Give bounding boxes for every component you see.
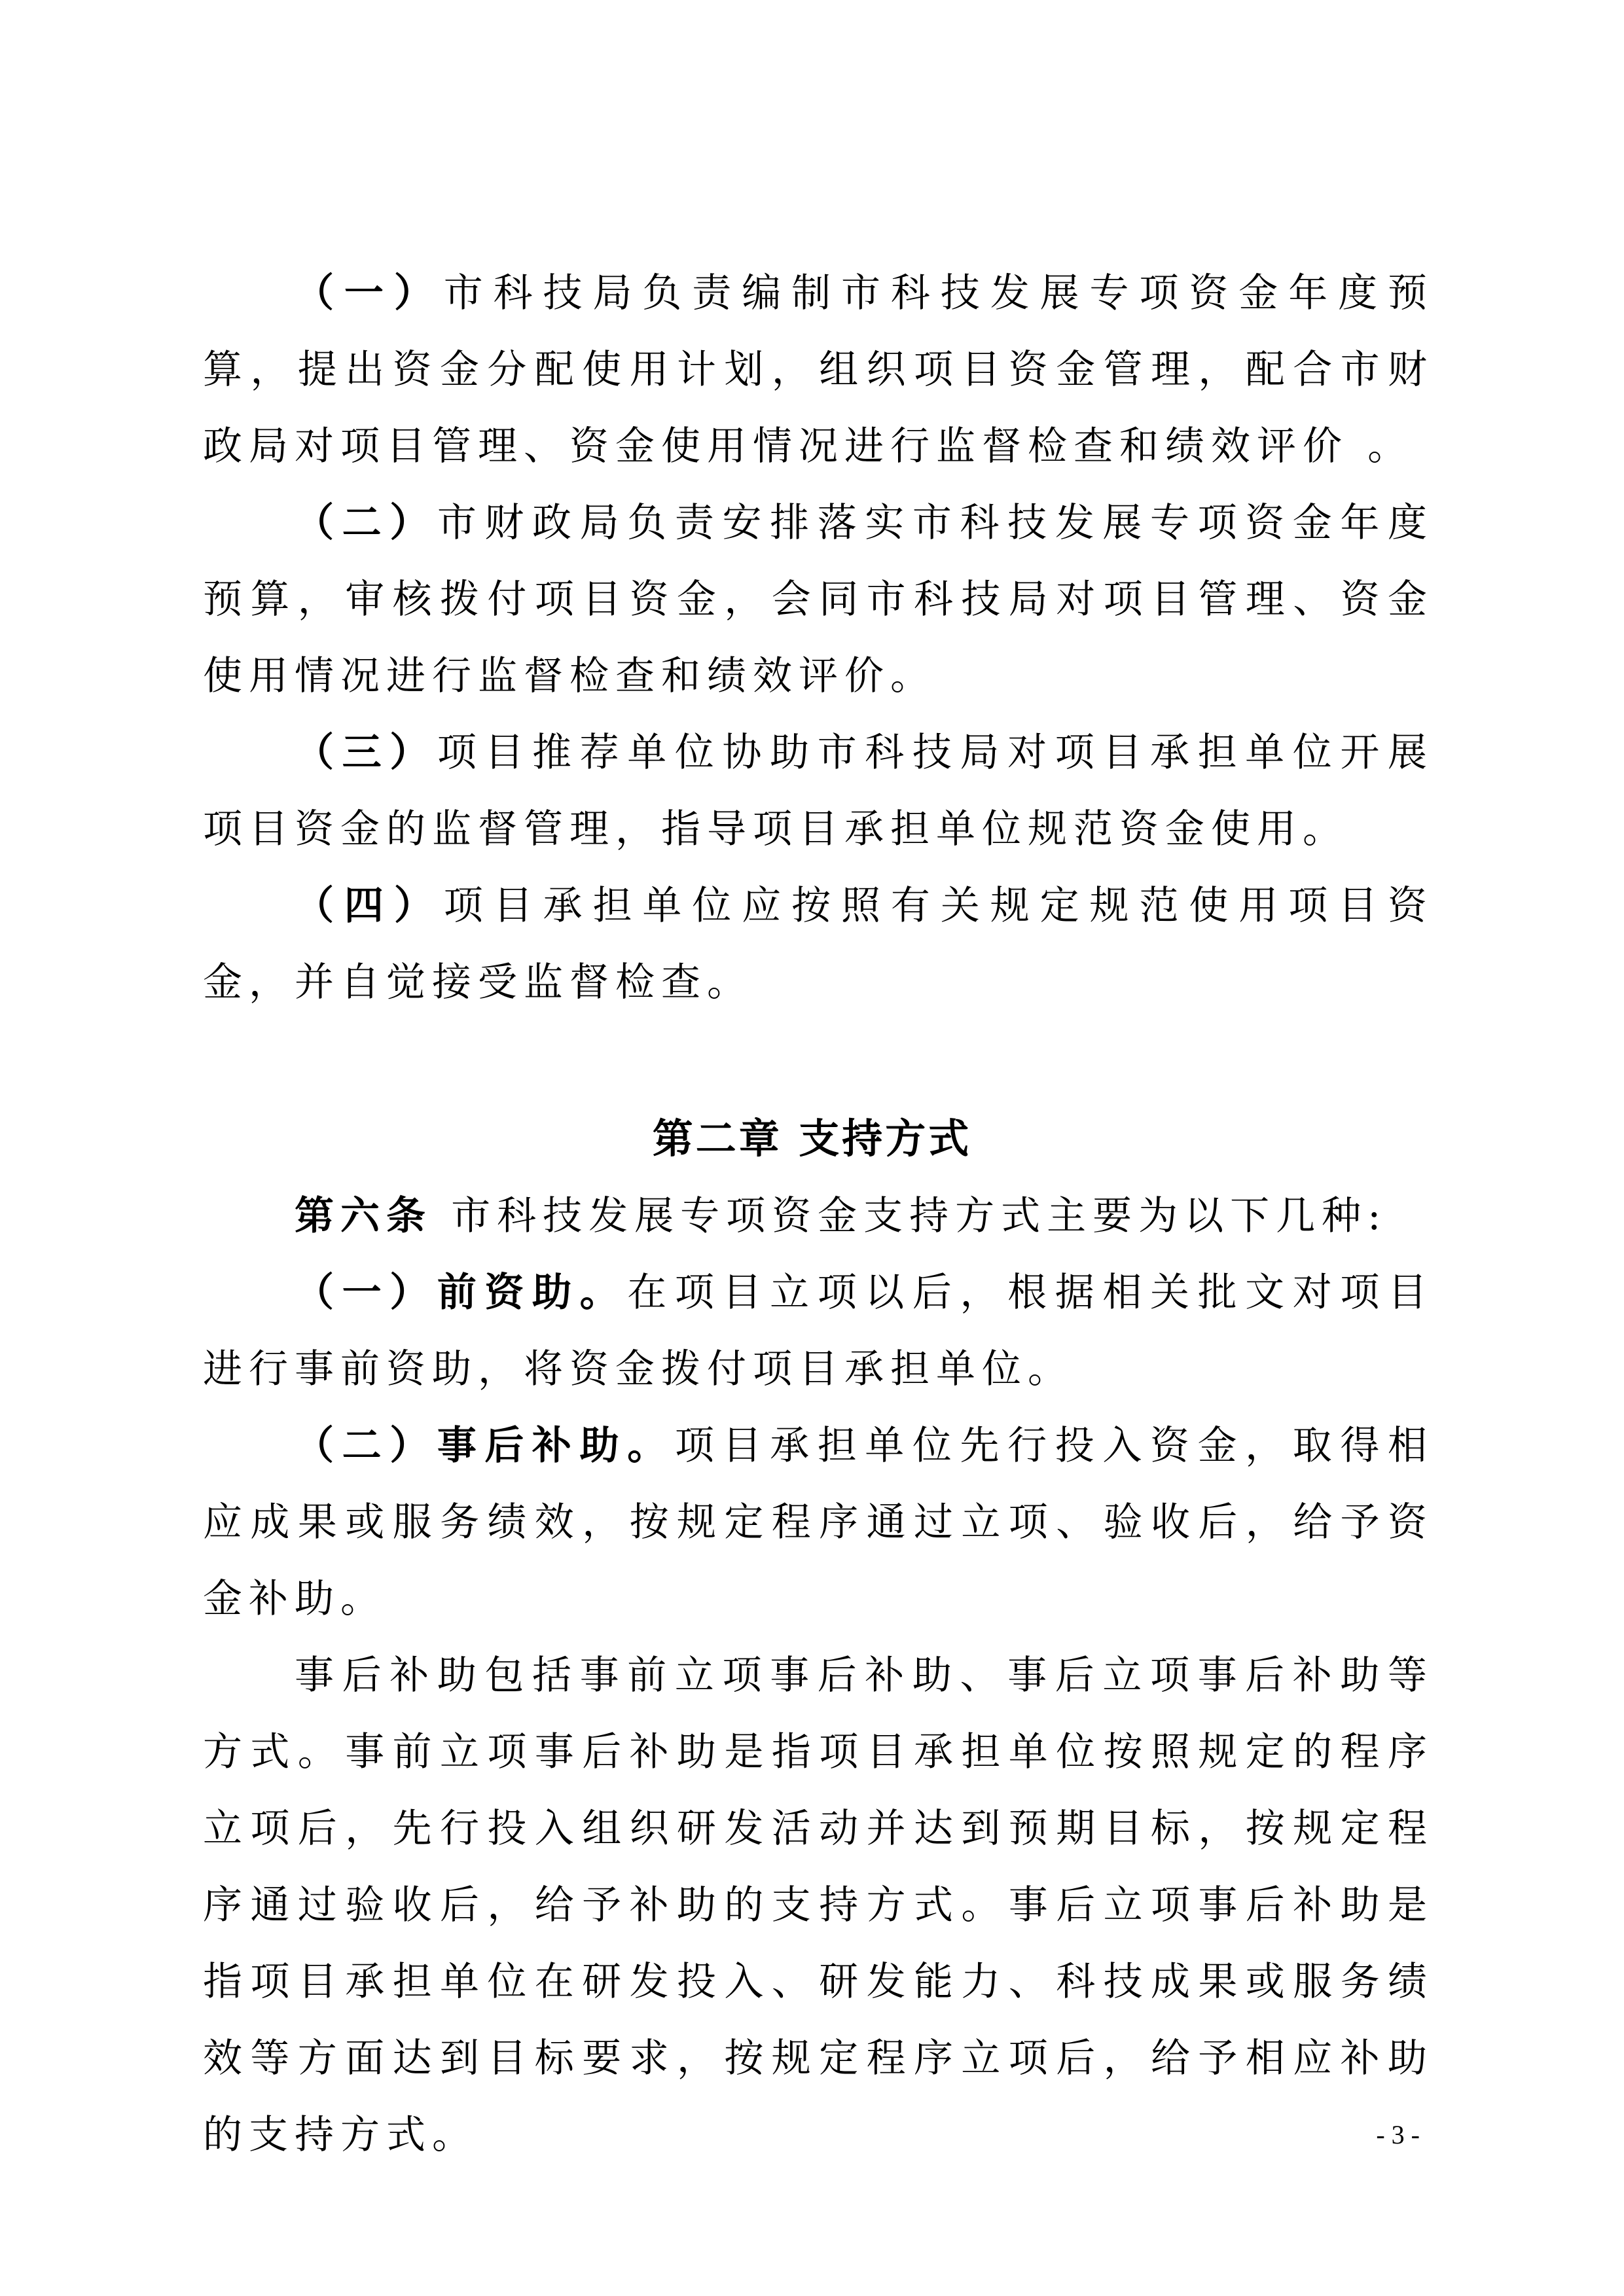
chapter-title: 第二章 支持方式 (652, 1115, 972, 1162)
item-label: （三） (295, 730, 437, 776)
item-text: 市财政局负责安排落实市科技发展专项资金年度预算，审核拨付项目资金，会同市科技局对项目管理、资金使用情况进行监督检查和绩效评价。 (203, 500, 1434, 699)
paragraph-item-3 (203, 715, 1434, 868)
item-label: （二） (295, 500, 437, 546)
paragraph-item-4 (203, 868, 1434, 1021)
section-responsibilities (203, 255, 1434, 1021)
paragraph-item-2 (203, 485, 1434, 715)
page-number: - 3 - (1376, 2120, 1420, 2149)
item-text: 项目承担单位先行投入资金，取得相应成果或服务绩效，按规定程序通过立项、验收后，给予资金补助。 (203, 1423, 1434, 1622)
support-item-1 (203, 1255, 1434, 1408)
item-label: （二）事后补助。 (295, 1423, 675, 1469)
item-text: 在项目立项以后，根据相关批文对项目进行事前资助，将资金拨付项目承担单位。 (203, 1270, 1434, 1392)
article-text: 市科技发展专项资金支持方式主要为以下几种: (432, 1193, 1388, 1239)
item-label: （一） (295, 270, 444, 316)
item-text: 项目推荐单位协助市科技局对项目承担单位开展项目资金的监督管理，指导项目承担单位规范资金使用。 (203, 730, 1434, 852)
paragraph-item-1 (203, 255, 1434, 485)
item-text: 项目承担单位应按照有关规定规范使用项目资金，并自觉接受监督检查。 (203, 883, 1434, 1005)
section-support-methods (203, 1178, 1434, 2174)
support-item-2 (203, 1408, 1434, 1638)
support-paragraph: 事后补助包括事前立项事后补助、事后立项事后补助等方式。事前立项事后补助是指项目承担单位按照规定的程序立项后，先行投入组织研发活动并达到预期目标，按规定程序通过验收后，给予补助的支持方式。事后立项事后补助是指项目承担单位在研发投入、研发能力、科技成果或服务绩效等方面达到目标要求，按规定程序立项后，给予相应补助的支持方式。 (203, 1653, 1434, 2158)
article-label: 第六条 (295, 1193, 432, 1239)
item-label: （四） (295, 883, 444, 929)
article-6 (203, 1178, 1434, 1255)
item-text: 市科技局负责编制市科技发展专项资金年度预算，提出资金分配使用计划，组织项目资金管理，配合市财政局对项目管理、资金使用情况进行监督检查和绩效评价 。 (203, 270, 1434, 469)
item-label: （一）前资助。 (295, 1270, 628, 1316)
